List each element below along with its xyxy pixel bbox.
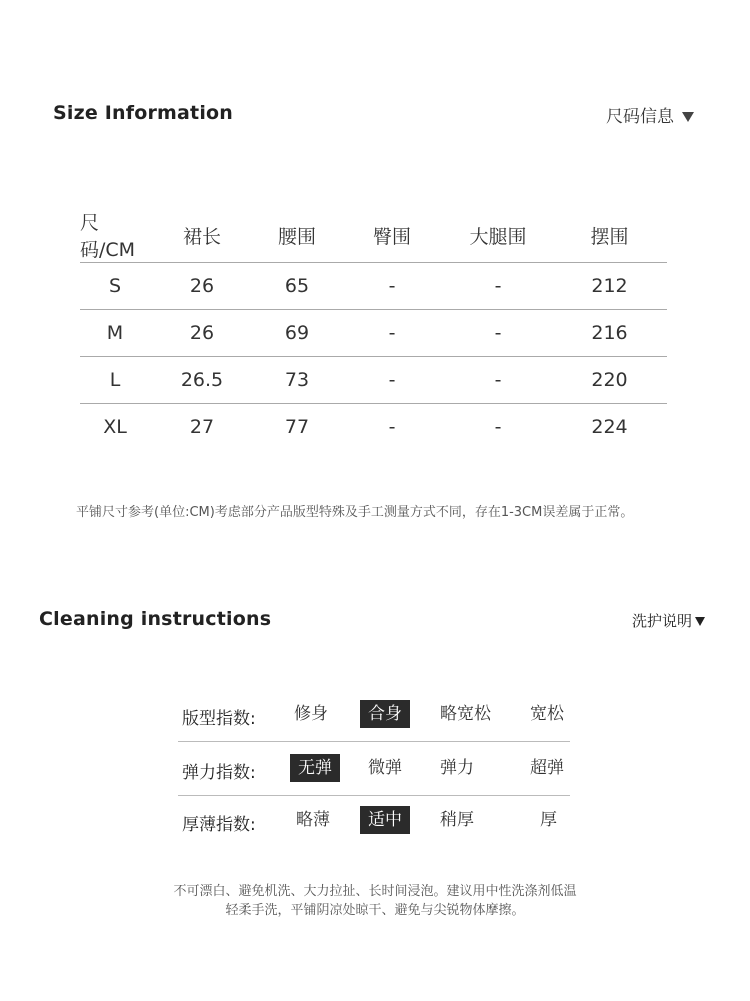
table-row: [80, 263, 667, 310]
header-waist: 腰围: [254, 208, 340, 263]
hip-cell: -: [340, 357, 444, 404]
fit-index-row: [178, 690, 570, 742]
header-thigh: 大腿围: [444, 208, 552, 263]
cleaning-note: [0, 882, 750, 920]
waist-cell: 77: [284, 416, 310, 438]
fit-option-regular-selected: 合身: [360, 700, 410, 728]
length-cell: 26: [150, 263, 254, 310]
length-cell: 26.5: [150, 357, 254, 404]
stretch-index-label: 弹力指数:: [182, 763, 256, 783]
thickness-option-thick: 厚: [540, 810, 557, 830]
fit-option-slim: 修身: [294, 704, 328, 724]
hem-cell: 220: [552, 357, 667, 404]
thickness-option-thin: 略薄: [296, 810, 330, 830]
divider: [178, 741, 570, 742]
triangle-down-icon: [682, 112, 694, 122]
size-cell: L: [80, 357, 150, 404]
cleaning-section-title-cn: [632, 610, 705, 631]
thickness-option-medium-selected: 适中: [360, 806, 410, 834]
thickness-index-row: [178, 796, 570, 846]
cleaning-section-title-cn-text: 洗护说明: [632, 612, 693, 630]
thigh-cell: -: [494, 416, 502, 438]
thigh-cell: -: [444, 263, 552, 310]
fit-index-label: 版型指数:: [182, 709, 256, 729]
hip-cell: -: [388, 416, 396, 438]
size-table-header: [80, 208, 667, 263]
stretch-option-slight: 微弹: [368, 758, 402, 778]
triangle-down-icon: [695, 617, 705, 626]
size-section-title-cn-text: 尺码信息: [606, 107, 674, 127]
stretch-option-super: 超弹: [530, 758, 564, 778]
hip-cell: -: [340, 310, 444, 357]
size-cell: M: [80, 310, 150, 357]
stretch-option-none-selected: 无弹: [290, 754, 340, 782]
fit-option-relaxed: 略宽松: [440, 704, 491, 724]
waist-cell: 65: [254, 263, 340, 310]
thickness-option-thicker: 稍厚: [440, 810, 474, 830]
size-section-title: Size Information: [53, 102, 234, 124]
size-cell: XL: [103, 416, 127, 438]
stretch-option-stretch: 弹力: [440, 758, 474, 778]
length-cell: 26: [150, 310, 254, 357]
thigh-cell: -: [444, 310, 552, 357]
fit-option-loose: 宽松: [530, 704, 564, 724]
header-hem: 摆围: [552, 208, 667, 263]
size-cell: S: [80, 263, 150, 310]
hip-cell: -: [340, 263, 444, 310]
header-length: 裙长: [150, 208, 254, 263]
thickness-index-label: 厚薄指数:: [182, 815, 256, 835]
hem-cell: 212: [552, 263, 667, 310]
table-row: [80, 357, 667, 404]
cleaning-section-title: Cleaning instructions: [39, 608, 272, 630]
size-note: 平铺尺寸参考(单位:CM)考虑部分产品版型特殊及手工测量方式不同，存在1-3CM误差属于正常。: [76, 505, 634, 520]
stretch-index-row: [178, 744, 570, 796]
size-section-title-cn: [606, 102, 694, 127]
hem-cell: 216: [552, 310, 667, 357]
size-table: [80, 208, 667, 450]
length-cell: 27: [189, 416, 215, 438]
cleaning-note-line1: 不可漂白、避免机洗、大力拉扯、长时间浸泡。建议用中性洗涤剂低温: [173, 884, 577, 899]
cleaning-note-line2: 轻柔手洗，平铺阴凉处晾干、避免与尖锐物体摩擦。: [225, 903, 525, 918]
header-size: 尺码/CM: [80, 208, 150, 263]
header-hip: 臀围: [340, 208, 444, 263]
table-row: [80, 404, 667, 451]
thigh-cell: -: [444, 357, 552, 404]
hem-cell: 224: [591, 416, 628, 438]
table-row: [80, 310, 667, 357]
waist-cell: 73: [254, 357, 340, 404]
waist-cell: 69: [254, 310, 340, 357]
